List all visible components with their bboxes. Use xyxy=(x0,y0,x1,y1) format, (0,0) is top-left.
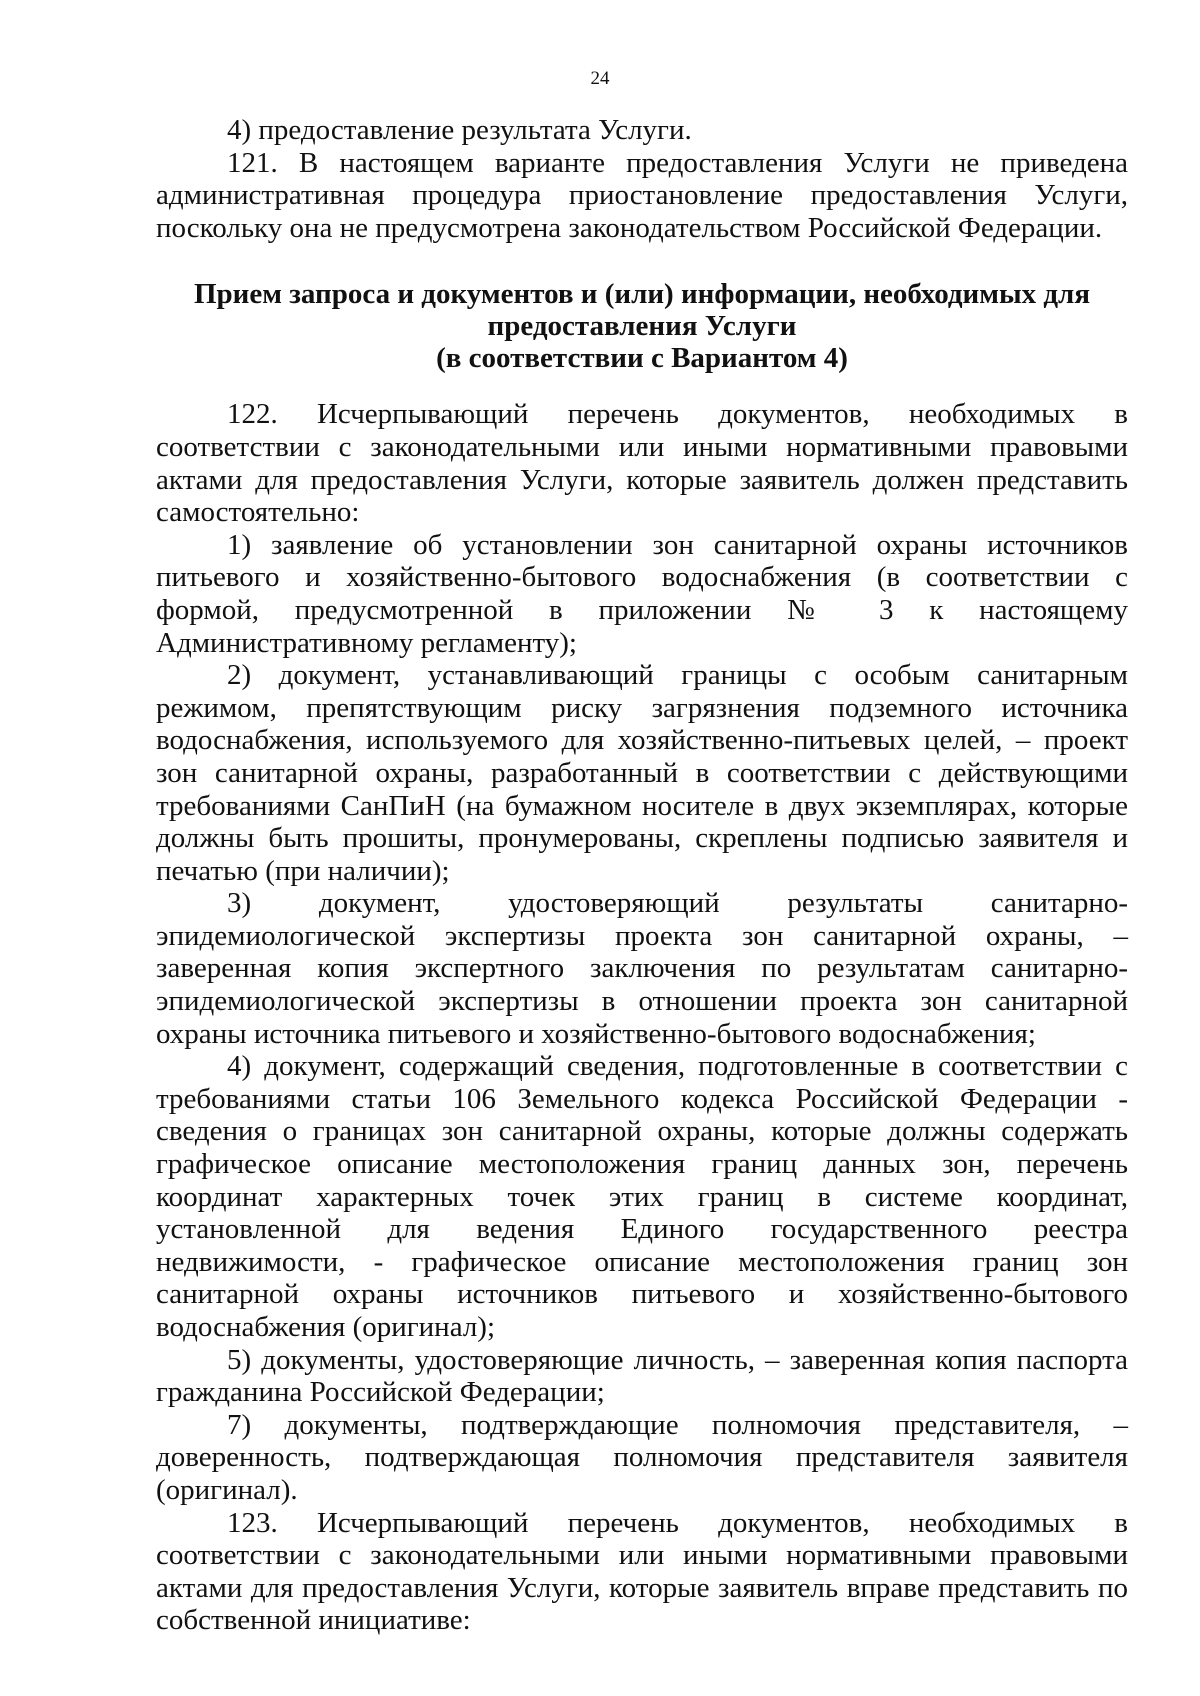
page-number: 24 xyxy=(590,68,610,89)
list-item-1: 1) заявление об установлении зон санитарной охраны источников питьевого и хозяйственно-бытового водоснабжения (в соответствии с формой, предусмотренной в приложении № 3 к настоящему Административному регламенту); xyxy=(156,528,1128,659)
heading-line: предоставления Услуги xyxy=(487,310,797,343)
section-heading xyxy=(156,278,1128,374)
paragraph-122: 122. Исчерпывающий перечень документов, необходимых в соответствии с законодательными или иными нормативными правовыми актами для предоставления Услуги, которые заявитель должен представить самостоятельно: xyxy=(156,398,1128,529)
list-item-5: 5) документы, удостоверяющие личность, – заверенная копия паспорта гражданина Российской Федерации; xyxy=(156,1343,1128,1409)
paragraph-123: 123. Исчерпывающий перечень документов, необходимых в соответствии с законодательными или иными нормативными правовыми актами для предоставления Услуги, которые заявитель вправе представить по собственной инициативе: xyxy=(156,1506,1128,1637)
paragraph-result-item: 4) предоставление результата Услуги. xyxy=(227,114,692,146)
list-item-3: 3) документ, удостоверяющий результаты санитарно-эпидемиологической экспертизы проекта зон санитарной охраны, – заверенная копия экспертного заключения по результатам санитарно-эпидемиологической экспертизы в отношении проекта зон санитарной охраны источника питьевого и хозяйственно-бытового водоснабжения; xyxy=(156,887,1128,1050)
list-item-2: 2) документ, устанавливающий границы с особым санитарным режимом, препятствующим риску загрязнения подземного источника водоснабжения, используемого для хозяйственно-питьевых целей, – проект зон санитарной охраны, разработанный в соответствии с действующими требованиями СанПиН (на бумажном носителе в двух экземплярах, которые должны быть прошиты, пронумерованы, скреплены подписью заявителя и печатью (при наличии); xyxy=(156,659,1128,887)
heading-line: Прием запроса и документов и (или) информации, необходимых для xyxy=(193,278,1091,311)
spacer xyxy=(156,244,1128,278)
spacer xyxy=(156,374,1128,398)
document-body xyxy=(156,114,1128,1637)
heading-line: (в соответствии с Вариантом 4) xyxy=(436,342,848,375)
list-item-7: 7) документы, подтверждающие полномочия представителя, – доверенность, подтверждающая полномочия представителя заявителя (оригинал). xyxy=(156,1408,1128,1506)
paragraph-121: 121. В настоящем варианте предоставления Услуги не приведена административная процедура приостановление предоставления Услуги, поскольку она не предусмотрена законодательством Российской Федерации. xyxy=(156,146,1128,244)
list-item-4: 4) документ, содержащий сведения, подготовленные в соответствии с требованиями статьи 106 Земельного кодекса Российской Федерации - сведения о границах зон санитарной охраны, которые должны содержать графическое описание местоположения границ данных зон, перечень координат характерных точек этих границ в системе координат, установленной для ведения Единого государственного реестра недвижимости, - графическое описание местоположения границ зон санитарной охраны источников питьевого и хозяйственно-бытового водоснабжения (оригинал); xyxy=(156,1050,1128,1343)
